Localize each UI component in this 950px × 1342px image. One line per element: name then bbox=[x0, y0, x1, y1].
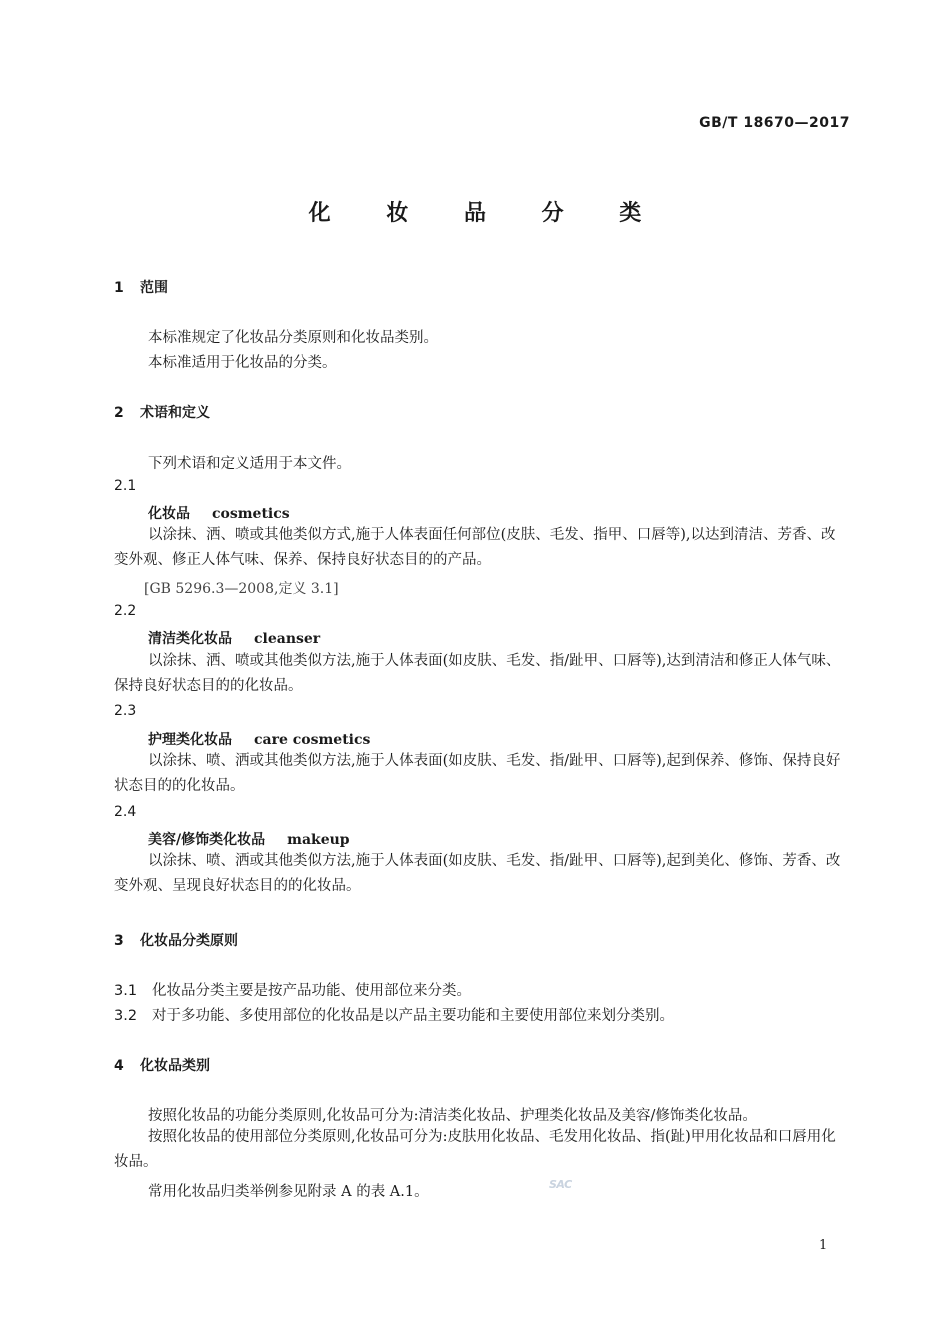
term-zh: 护理类化妆品 bbox=[148, 732, 232, 748]
term-definition: 以涂抹、喷、洒或其他类似方法,施于人体表面(如皮肤、毛发、指/趾甲、口唇等),起到保养、修饰、保持良好状态目的的化妆品。 bbox=[114, 753, 841, 794]
section-2-heading bbox=[114, 402, 210, 422]
term-number: 2.2 bbox=[114, 603, 137, 619]
clause-text: 对于多功能、多使用部位的化妆品是以产品主要功能和主要使用部位来划分类别。 bbox=[152, 1008, 674, 1024]
term-heading bbox=[148, 628, 320, 648]
term-definition: 以涂抹、喷、洒或其他类似方法,施于人体表面(如皮肤、毛发、指/趾甲、口唇等),起到美化、修饰、芳香、改变外观、呈现良好状态目的的化妆品。 bbox=[114, 853, 841, 894]
term-en: cleanser bbox=[254, 631, 321, 647]
term-en: cosmetics bbox=[212, 506, 290, 522]
page-number: 1 bbox=[819, 1238, 828, 1253]
section-title: 化妆品分类原则 bbox=[140, 933, 238, 949]
section-number: 4 bbox=[114, 1058, 124, 1074]
section-3-heading bbox=[114, 930, 238, 950]
section-4-heading bbox=[114, 1055, 210, 1075]
term-definition: 以涂抹、洒、喷或其他类似方式,施于人体表面任何部位(皮肤、毛发、指甲、口唇等),以达到清洁、芳香、改变外观、修正人体气味、保养、保持良好状态目的的产品。 bbox=[114, 527, 836, 568]
term-en: care cosmetics bbox=[254, 732, 371, 748]
term-heading bbox=[148, 503, 290, 523]
clause-number: 3.1 bbox=[114, 983, 138, 999]
term-zh: 清洁类化妆品 bbox=[148, 631, 232, 647]
paragraph: 按照化妆品的使用部位分类原则,化妆品可分为:皮肤用化妆品、毛发用化妆品、指(趾)甲用化妆品和口唇用化妆品。 bbox=[114, 1129, 836, 1170]
paragraph: 下列术语和定义适用于本文件。 bbox=[148, 456, 351, 472]
term-number: 2.1 bbox=[114, 478, 137, 494]
term-zh: 化妆品 bbox=[148, 506, 190, 522]
term-number: 2.3 bbox=[114, 703, 137, 719]
paragraph: 常用化妆品归类举例参见附录 A 的表 A.1。 bbox=[148, 1184, 429, 1200]
term-heading bbox=[148, 729, 370, 749]
term-number: 2.4 bbox=[114, 804, 137, 820]
section-title: 术语和定义 bbox=[140, 405, 210, 421]
paragraph: 按照化妆品的功能分类原则,化妆品可分为:清洁类化妆品、护理类化妆品及美容/修饰类化妆品。 bbox=[148, 1108, 757, 1124]
standard-number: GB/T 18670—2017 bbox=[699, 115, 850, 131]
document-title: 化 妆 品 分 类 bbox=[308, 201, 666, 226]
section-number: 2 bbox=[114, 405, 124, 421]
term-en: makeup bbox=[287, 832, 350, 848]
clause bbox=[114, 1004, 674, 1025]
term-zh: 美容/修饰类化妆品 bbox=[148, 832, 266, 848]
term-definition: 以涂抹、洒、喷或其他类似方法,施于人体表面(如皮肤、毛发、指/趾甲、口唇等),达到清洁和修正人体气味、保持良好状态目的的化妆品。 bbox=[114, 653, 841, 694]
section-title: 化妆品类别 bbox=[140, 1058, 210, 1074]
section-title: 范围 bbox=[140, 280, 168, 296]
paragraph: 本标准规定了化妆品分类原则和化妆品类别。 bbox=[148, 330, 438, 346]
clause bbox=[114, 979, 471, 1000]
clause-text: 化妆品分类主要是按产品功能、使用部位来分类。 bbox=[152, 983, 471, 999]
section-number: 1 bbox=[114, 280, 124, 296]
section-1-heading bbox=[114, 277, 168, 297]
paragraph: 本标准适用于化妆品的分类。 bbox=[148, 355, 337, 371]
term-source: [GB 5296.3—2008,定义 3.1] bbox=[144, 581, 339, 597]
sac-watermark: SAC bbox=[549, 1178, 572, 1191]
section-number: 3 bbox=[114, 933, 124, 949]
term-heading bbox=[148, 829, 350, 849]
clause-number: 3.2 bbox=[114, 1008, 138, 1024]
